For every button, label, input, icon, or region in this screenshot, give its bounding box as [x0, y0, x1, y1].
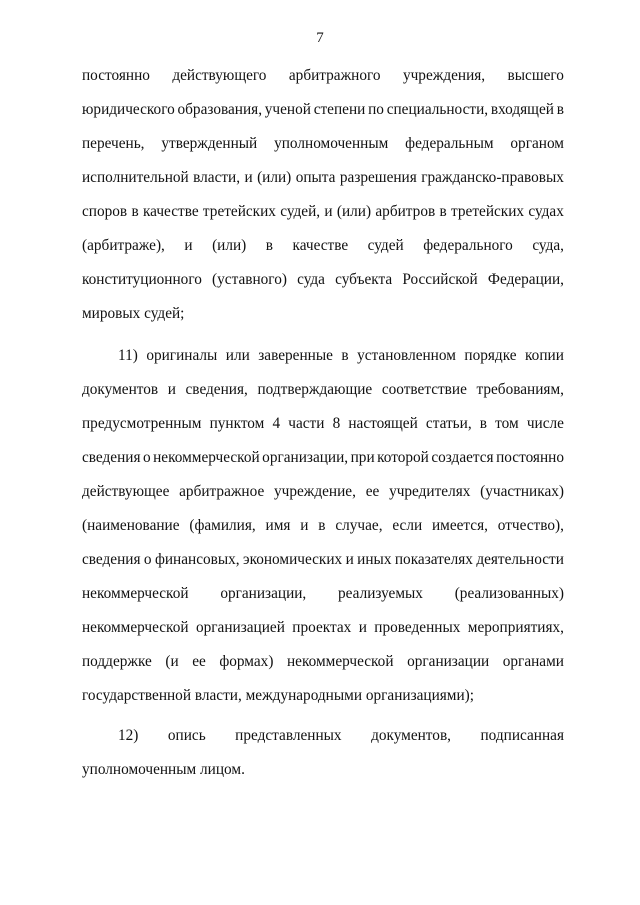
word: опись	[167, 727, 206, 744]
word: власти,	[193, 169, 241, 186]
word: организации,	[262, 449, 349, 466]
word: Российской	[402, 271, 478, 288]
word: сведения,	[185, 381, 248, 398]
word: создается	[431, 449, 494, 466]
word: органом	[510, 135, 564, 152]
word: образования,	[177, 101, 263, 118]
word: предусмотренным	[82, 415, 202, 432]
text-line	[118, 346, 564, 366]
word: реализуемых	[338, 585, 423, 602]
word: специальности,	[386, 101, 489, 118]
word: соответствие	[381, 381, 467, 398]
word: уполномоченным	[274, 135, 389, 152]
word: федеральным	[405, 135, 494, 152]
word: постоянно	[496, 449, 564, 466]
word: утвержденный	[161, 135, 258, 152]
word: документов	[82, 381, 159, 398]
text-line	[82, 618, 564, 638]
word: мероприятиях,	[467, 619, 564, 636]
text-line	[118, 726, 564, 746]
word: (или)	[336, 203, 372, 220]
word: качестве	[292, 237, 349, 254]
word: субъекта	[335, 271, 393, 288]
word: учреждения,	[402, 67, 486, 84]
text-line	[82, 380, 564, 400]
word: некоммерческой	[153, 449, 260, 466]
word: суда,	[532, 237, 564, 254]
text-line	[82, 134, 564, 154]
word: ученой	[264, 101, 311, 118]
word: (фамилия,	[189, 517, 256, 534]
word: постоянно	[82, 67, 150, 84]
word: третейских	[202, 203, 276, 220]
word: сведения	[82, 551, 141, 568]
word: если	[392, 517, 423, 534]
text-line: уполномоченным лицом.	[82, 761, 245, 778]
word: юридического	[82, 101, 175, 118]
word: и	[324, 203, 333, 220]
text-line	[82, 236, 564, 256]
word: при	[350, 449, 375, 466]
word: представленных	[235, 727, 342, 744]
word: арбитражное	[179, 483, 265, 500]
text-line	[82, 550, 564, 570]
word: организацией	[195, 619, 285, 636]
word: и	[345, 551, 354, 568]
word: (или)	[212, 237, 247, 254]
word: в	[265, 237, 274, 254]
word: некоммерческой	[82, 585, 189, 602]
word: (или)	[257, 169, 292, 186]
word: организации	[407, 653, 490, 670]
word: арбитражного	[288, 67, 381, 84]
word: (и	[165, 653, 179, 670]
word: поддержке	[82, 653, 152, 670]
word: (участниках)	[480, 483, 564, 500]
word: и	[184, 237, 193, 254]
word: и	[167, 381, 176, 398]
page-number: 7	[316, 30, 324, 46]
word: о	[142, 449, 151, 466]
word: которой	[377, 449, 429, 466]
text-line	[82, 414, 564, 434]
word: (уставного)	[212, 271, 287, 288]
word: деятельности	[476, 551, 564, 568]
word: экономических	[243, 551, 343, 568]
word: (арбитраже),	[82, 237, 165, 254]
word: третейских	[451, 203, 525, 220]
word: 4	[272, 415, 281, 432]
word: показателях	[394, 551, 473, 568]
word: оригиналы	[146, 347, 218, 364]
word: учреждение,	[274, 483, 356, 500]
word: гражданско-правовых	[421, 169, 564, 186]
text-line	[82, 652, 564, 672]
word: суда	[297, 271, 325, 288]
word: организации,	[220, 585, 307, 602]
word: требованиям,	[476, 381, 564, 398]
word: по	[368, 101, 384, 118]
word: и	[244, 169, 253, 186]
word: действующее	[82, 483, 170, 500]
word: Федерации,	[487, 271, 564, 288]
word: части	[288, 415, 325, 432]
word: опыта	[295, 169, 336, 186]
word: статьи,	[425, 415, 472, 432]
word: установленном	[357, 347, 456, 364]
text-line: государственной власти, международными организациями);	[82, 687, 475, 704]
word: пунктом	[209, 415, 265, 432]
word: ее	[192, 653, 206, 670]
word: качестве	[142, 203, 199, 220]
word: и	[358, 619, 367, 636]
text-line	[82, 202, 564, 222]
word: иных	[357, 551, 392, 568]
word: споров	[82, 203, 128, 220]
word: отчество),	[497, 517, 564, 534]
word: проведенных	[374, 619, 461, 636]
word: заверенные	[258, 347, 333, 364]
word: некоммерческой	[82, 619, 189, 636]
word: и	[300, 517, 309, 534]
word: перечень,	[82, 135, 145, 152]
word: или	[225, 347, 250, 364]
word: формах)	[219, 653, 274, 670]
word: судей,	[280, 203, 321, 220]
word: имеется,	[431, 517, 488, 534]
word: том	[495, 415, 519, 432]
word: порядке	[464, 347, 517, 364]
word: в	[479, 415, 488, 432]
word: подписанная	[480, 727, 564, 744]
text-line	[82, 584, 564, 604]
text-line	[82, 482, 564, 502]
word: в	[341, 347, 349, 364]
word: (реализованных)	[454, 585, 564, 602]
word: высшего	[507, 67, 564, 84]
word: в	[556, 101, 564, 118]
word: проектах	[292, 619, 352, 636]
word: действующего	[172, 67, 267, 84]
word: исполнительной	[82, 169, 189, 186]
text-line: мировых судей;	[82, 305, 185, 322]
word: степени	[313, 101, 366, 118]
word: копии	[525, 347, 564, 364]
word: (наименование	[82, 517, 180, 534]
word: некоммерческой	[286, 653, 394, 670]
text-line	[82, 270, 564, 290]
word: настоящей	[348, 415, 418, 432]
word: входящей	[490, 101, 554, 118]
word: конституционного	[82, 271, 202, 288]
word: случае,	[335, 517, 383, 534]
word: сведения	[82, 449, 141, 466]
text-line	[82, 168, 564, 188]
word: разрешения	[339, 169, 417, 186]
text-line	[82, 66, 564, 86]
word: ее	[365, 483, 380, 500]
word: арбитров	[375, 203, 436, 220]
word: документов,	[371, 727, 451, 744]
word: подтверждающие	[257, 381, 373, 398]
word: финансовых,	[154, 551, 240, 568]
text-line	[82, 100, 564, 120]
word: в	[131, 203, 139, 220]
text-line	[82, 516, 564, 536]
word: федерального	[423, 237, 513, 254]
word: числе	[526, 415, 564, 432]
word: судей	[367, 237, 404, 254]
word: 11)	[118, 347, 138, 364]
word: 8	[332, 415, 341, 432]
text-line	[82, 448, 564, 468]
word: судах	[528, 203, 564, 220]
word: учредителях	[389, 483, 471, 500]
word: 12)	[118, 727, 139, 744]
word: в	[439, 203, 447, 220]
word: органами	[502, 653, 564, 670]
word: в	[318, 517, 326, 534]
word: имя	[265, 517, 291, 534]
word: о	[143, 551, 152, 568]
